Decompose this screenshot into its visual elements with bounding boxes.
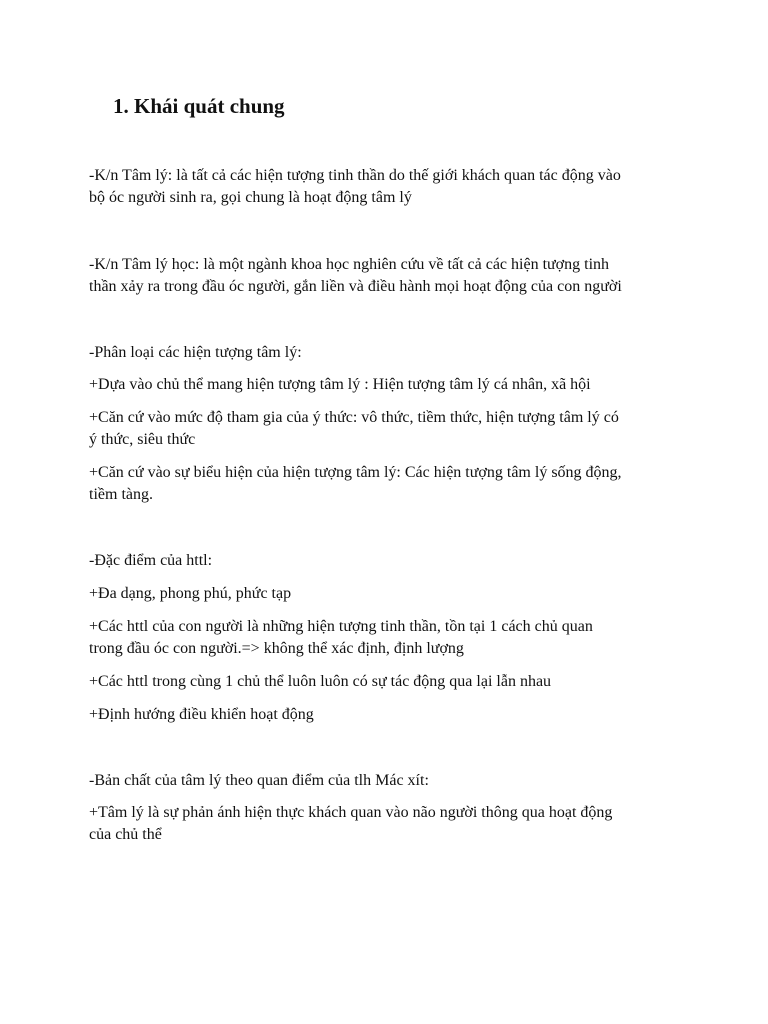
nature-item-1: [89, 802, 689, 846]
text-line: -K/n Tâm lý: là tất cả các hiện tượng tinh thần do thế giới khách quan tác động vào: [89, 167, 621, 184]
characteristics-title: -Đặc điểm của httl:: [89, 552, 213, 569]
text-line: -K/n Tâm lý học: là một ngành khoa học nghiên cứu về tất cả các hiện tượng tinh: [89, 256, 610, 273]
classification-title: -Phân loại các hiện tượng tâm lý:: [89, 344, 302, 361]
characteristics-item-3: +Các httl trong cùng 1 chủ thể luôn luôn có sự tác động qua lại lẫn nhau: [89, 673, 552, 690]
characteristics-item-2: [89, 616, 689, 660]
characteristics-item-1: +Đa dạng, phong phú, phức tạp: [89, 585, 292, 602]
definition-tam-ly: [89, 165, 689, 209]
text-line: ý thức, siêu thức: [89, 431, 196, 448]
text-line: thần xảy ra trong đầu óc người, gắn liền và điều hành mọi hoạt động của con người: [89, 278, 622, 295]
nature-title: -Bản chất của tâm lý theo quan điểm của tlh Mác xít:: [89, 772, 429, 789]
classification-item-2: [89, 407, 689, 451]
section-heading: 1. Khái quát chung: [113, 94, 285, 118]
text-line: bộ óc người sinh ra, gọi chung là hoạt động tâm lý: [89, 189, 412, 206]
text-line: trong đầu óc con người.=> không thể xác định, định lượng: [89, 640, 464, 657]
text-line: +Tâm lý là sự phản ánh hiện thực khách quan vào não người thông qua hoạt động: [89, 804, 613, 821]
characteristics-item-4: +Định hướng điều khiển hoạt động: [89, 706, 314, 723]
definition-tam-ly-hoc: [89, 254, 689, 298]
classification-item-1: +Dựa vào chủ thể mang hiện tượng tâm lý : Hiện tượng tâm lý cá nhân, xã hội: [89, 376, 591, 393]
text-line: +Căn cứ vào sự biểu hiện của hiện tượng tâm lý: Các hiện tượng tâm lý sống động,: [89, 464, 622, 481]
text-line: của chủ thể: [89, 826, 162, 843]
text-line: +Các httl của con người là những hiện tượng tinh thần, tồn tại 1 cách chủ quan: [89, 618, 593, 635]
text-line: +Căn cứ vào mức độ tham gia của ý thức: vô thức, tiềm thức, hiện tượng tâm lý có: [89, 409, 619, 426]
text-line: tiềm tàng.: [89, 486, 153, 503]
classification-item-3: [89, 462, 689, 506]
